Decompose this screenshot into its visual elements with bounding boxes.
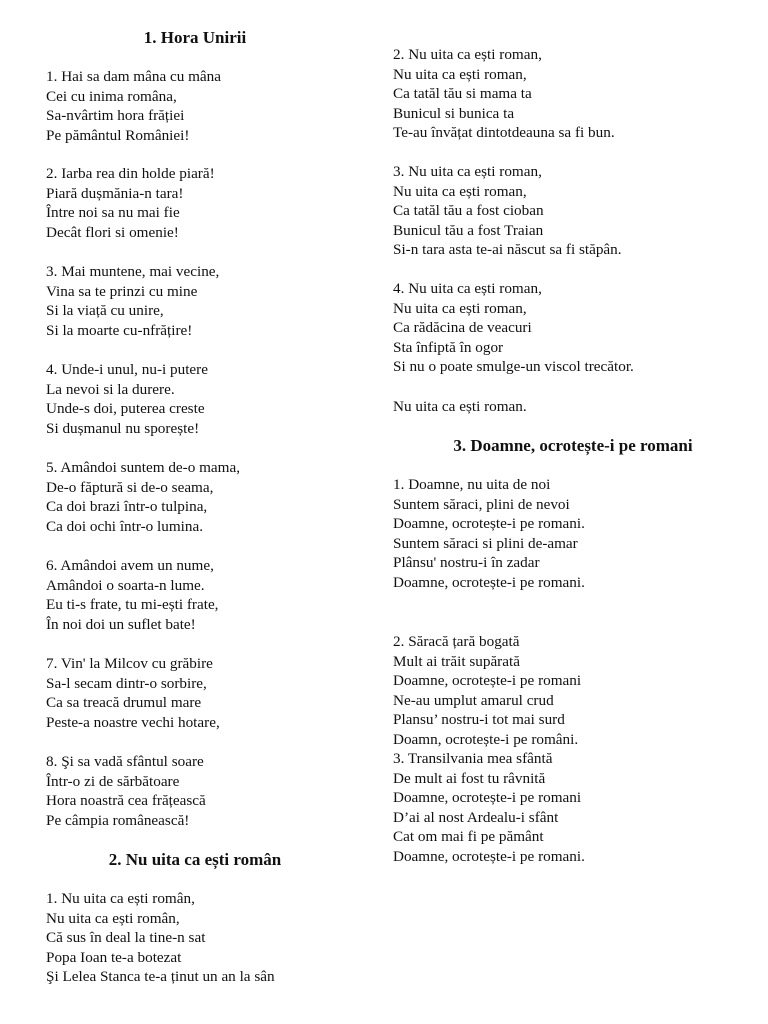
lyric-line: Doamn, ocrotește-i pe români. (393, 730, 579, 748)
lyric-line: Nu uita ca ești român, (46, 909, 180, 927)
lyric-line: Sa-nvârtim hora frăției (46, 107, 185, 124)
lyric-line: Între noi sa nu mai fie (46, 204, 180, 221)
lyric-line: 8. Şi sa vadă sfântul soare (46, 753, 204, 770)
lyric-line: Sta înfiptă în ogor (393, 338, 504, 356)
lyrics-stanza (46, 164, 215, 242)
lyrics-stanza (393, 162, 622, 260)
lyric-line: Nu uita ca ești roman, (393, 299, 527, 317)
lyric-line: Cei cu inima româna, (46, 87, 177, 105)
lyric-line: 3. Transilvania mea sfântă (393, 750, 553, 767)
lyric-line: Amândoi o soarta-n lume. (46, 576, 205, 594)
lyrics-stanza (46, 458, 240, 536)
lyrics-stanza (46, 360, 208, 438)
lyrics-stanza (393, 632, 581, 749)
lyric-line: Si la moarte cu-nfrățire! (46, 321, 193, 339)
lyric-line: Nu uita ca ești roman, (393, 65, 527, 83)
lyric-line: Ca sa treacă drumul mare (46, 694, 202, 711)
lyrics-stanza (393, 749, 585, 866)
lyric-line: Peste-a noastre vechi hotare, (46, 713, 220, 731)
lyric-line: Doamne, ocrotește-i pe romani (393, 672, 582, 689)
lyrics-stanza (46, 889, 275, 987)
lyric-line: 4. Nu uita ca ești roman, (393, 280, 542, 297)
song-title-hora-unirii: 1. Hora Unirii (143, 28, 247, 47)
lyric-line: 2. Nu uita ca ești roman, (393, 46, 542, 63)
song-title-nu-uita: 2. Nu uita ca ești român (108, 850, 282, 869)
lyric-line: Cat om mai fi pe pământ (393, 828, 544, 845)
lyric-line: 1. Nu uita ca ești român, (46, 890, 195, 907)
lyric-line: Piară dușmănia-n tara! (46, 184, 184, 202)
lyric-line: Sa-l secam dintr-o sorbire, (46, 674, 207, 692)
lyric-line: Vina sa te prinzi cu mine (46, 282, 198, 300)
lyric-line: Bunicul si bunica ta (393, 104, 515, 122)
lyric-line: Plansu’ nostru-i tot mai surd (393, 711, 565, 728)
lyric-line: Si dușmanul nu sporește! (46, 419, 200, 437)
lyrics-stanza (46, 556, 218, 634)
lyric-line: 3. Mai muntene, mai vecine, (46, 263, 220, 280)
lyric-line: 4. Unde-i unul, nu-i putere (46, 361, 208, 378)
lyric-line: 2. Iarba rea din holde piară! (46, 165, 215, 182)
lyric-line: Pe pământul României! (46, 126, 190, 144)
lyric-line: Mult ai trăit supărată (393, 652, 520, 670)
lyric-line: Într-o zi de sărbătoare (46, 772, 180, 790)
lyric-line: Ca tatăl tău si mama ta (393, 85, 532, 102)
lyric-line: Plânsu' nostru-i în zadar (393, 554, 540, 571)
lyric-line: Ca rădăcina de veacuri (393, 319, 532, 336)
lyric-line: Doamne, ocrotește-i pe romani. (393, 573, 585, 591)
lyric-line: D’ai al nost Ardealu-i sfânt (393, 808, 559, 826)
lyric-line: 7. Vin' la Milcov cu grăbire (46, 655, 213, 672)
lyric-line: De-o făptură si de-o seama, (46, 478, 214, 496)
lyric-line: 6. Amândoi avem un nume, (46, 557, 214, 574)
lyric-line: La nevoi si la durere. (46, 380, 175, 398)
lyric-line: Si nu o poate smulge-un viscol trecător. (393, 358, 634, 375)
lyric-line: Suntem săraci si plini de-amar (393, 534, 578, 552)
lyric-line: 1. Hai sa dam mâna cu mâna (46, 68, 222, 85)
lyric-line: 3. Nu uita ca ești roman, (393, 163, 542, 180)
lyrics-stanza (393, 397, 527, 417)
lyrics-stanza (46, 654, 220, 732)
lyric-line: Că sus în deal la tine-n sat (46, 929, 206, 946)
lyrics-stanza (46, 752, 206, 830)
lyric-line: Hora noastră cea frățească (46, 792, 206, 809)
lyrics-stanza (46, 262, 219, 340)
lyric-line: 5. Amândoi suntem de-o mama, (46, 459, 241, 476)
lyric-line: Ca doi brazi într-o tulpina, (46, 498, 208, 515)
lyrics-stanza (393, 475, 585, 592)
lyrics-stanza (393, 279, 634, 377)
lyric-line: Bunicul tău a fost Traian (393, 221, 544, 239)
lyrics-stanza (46, 67, 221, 145)
lyric-line: Doamne, ocrotește-i pe romani. (393, 515, 585, 532)
lyric-line: Nu uita ca ești roman. (393, 398, 527, 415)
lyric-line: Ne-au umplut amarul crud (393, 691, 554, 709)
lyric-line: De mult ai fost tu râvnită (393, 769, 546, 787)
lyric-line: Eu ti-s frate, tu mi-ești frate, (46, 596, 219, 613)
lyric-line: Si la viață cu unire, (46, 302, 164, 319)
lyric-line: Unde-s doi, puterea creste (46, 400, 205, 417)
song-title-doamne: 3. Doamne, ocrotește-i pe romani (453, 436, 693, 455)
lyric-line: Ca doi ochi într-o lumina. (46, 517, 204, 535)
lyric-line: Suntem săraci, plini de nevoi (393, 495, 570, 513)
lyric-line: Doamne, ocrotește-i pe romani. (393, 847, 585, 865)
lyric-line: Si-n tara asta te-ai născut sa fi stăpân. (393, 241, 622, 258)
lyric-line: Doamne, ocrotește-i pe romani (393, 789, 582, 806)
lyrics-stanza (393, 45, 615, 143)
lyric-line: Ca tatăl tău a fost cioban (393, 202, 544, 219)
lyric-line: 2. Săracă țară bogată (393, 633, 520, 650)
lyric-line: Pe câmpia românească! (46, 811, 190, 829)
lyric-line: 1. Doamne, nu uita de noi (393, 476, 551, 493)
lyric-line: Şi Lelea Stanca te-a ținut un an la sân (46, 968, 275, 985)
lyric-line: Nu uita ca ești roman, (393, 182, 527, 200)
lyric-line: Popa Ioan te-a botezat (46, 948, 182, 966)
lyric-line: Decât flori si omenie! (46, 223, 179, 241)
lyric-line: În noi doi un suflet bate! (46, 615, 196, 633)
lyric-line: Te-au învățat dintotdeauna sa fi bun. (393, 124, 615, 141)
